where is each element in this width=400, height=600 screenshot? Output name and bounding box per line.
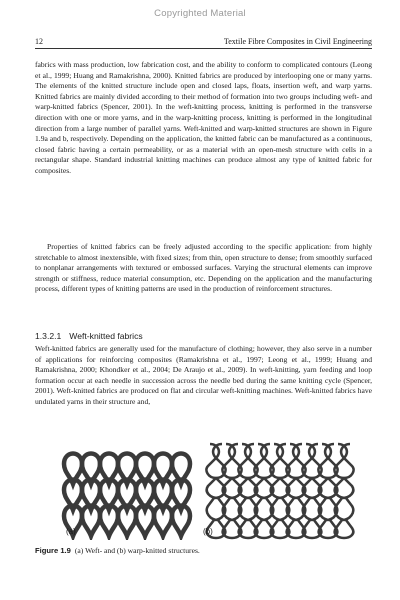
paragraph-3: Weft-knitted fabrics are generally used for the manufacture of clothing; however, they also serve in a number of applications for reinforcing composites (Ramakrishna et al., 1997; Leong et al., 1999; Huang and Ramakrishna, 2000; Khondker et al., 2004; De Araujo et al., 2009). In weft-knitting, yarn feeding and loop formation occur at each needle in succession across the needle bed during the same knitting cycle (Spencer, 2001). Weft-knitted fabrics are produced on flat and circular weft-knitting machines. Weft-knitted fabrics have undulated yarns in their structure and, [35,344,372,406]
warp-knit-illustration [206,444,353,538]
knit-illustration [60,440,360,540]
figure-label-b: (b) [203,527,213,536]
section-number: 1.3.2.1 [35,331,62,341]
book-title: Textile Fibre Composites in Civil Engineering [223,37,372,46]
figure-caption [35,546,372,555]
section-heading [35,331,372,341]
page-number: 12 [35,37,43,46]
knit-structures-figure [60,440,360,540]
weft-knit-illustration [64,454,190,537]
paragraph-2: Properties of knitted fabrics can be freely adjusted according to the specific application: from highly stretchable to almost inextensible, with fixed sizes; from thin, open structure to dense; from smoothly surfaced to nonplanar arrangements with textured or embossed surfaces. Varying the structural elements can improve strength or stiffness, reduce material consumption, etc. Depending on the application and the manufacturing process, different types of knitting patterns are used in the production of reinforcement structures. [35,242,372,294]
running-header [35,37,372,46]
copyright-watermark: Copyrighted Material [154,8,246,19]
header-rule [35,48,372,49]
caption-text: (a) Weft- and (b) warp-knitted structures. [74,546,200,555]
section-title: Weft-knitted fabrics [69,331,143,341]
paragraph-1: fabrics with mass production, low fabrication cost, and the ability to conform to complicated contours (Leong et al., 1999; Huang and Ramakrishna, 2000). Knitted fabrics are produced by interlooping one or many yarns. The elements of the knitted structure include open and closed laps, floats, insertion weft, and warp yarns. Knitted fabrics are mainly divided according to their method of formation into two groups including weft- and warp-knitted fabrics (Spencer, 2001). In the weft-knitting process, knitting is performed in the transverse direction with one or more yarns, and in the warp-knitting process, knitting is performed in the longitudinal direction from a large number of parallel yarns. Weft-knitted and warp-knitted structures are shown in Figure 1.9a and b, respectively. Depending on the application, the knitted fabric can be manufactured as a continuous, closed fabric having a certain permeability, or as a material with an open-mesh structure with cells in a rectangular shape. Standard industrial knitting machines can produce almost any type of knitted fabric for composites. [35,60,372,175]
figure-label-a: (a) [66,527,76,536]
caption-label: Figure 1.9 [35,546,71,555]
